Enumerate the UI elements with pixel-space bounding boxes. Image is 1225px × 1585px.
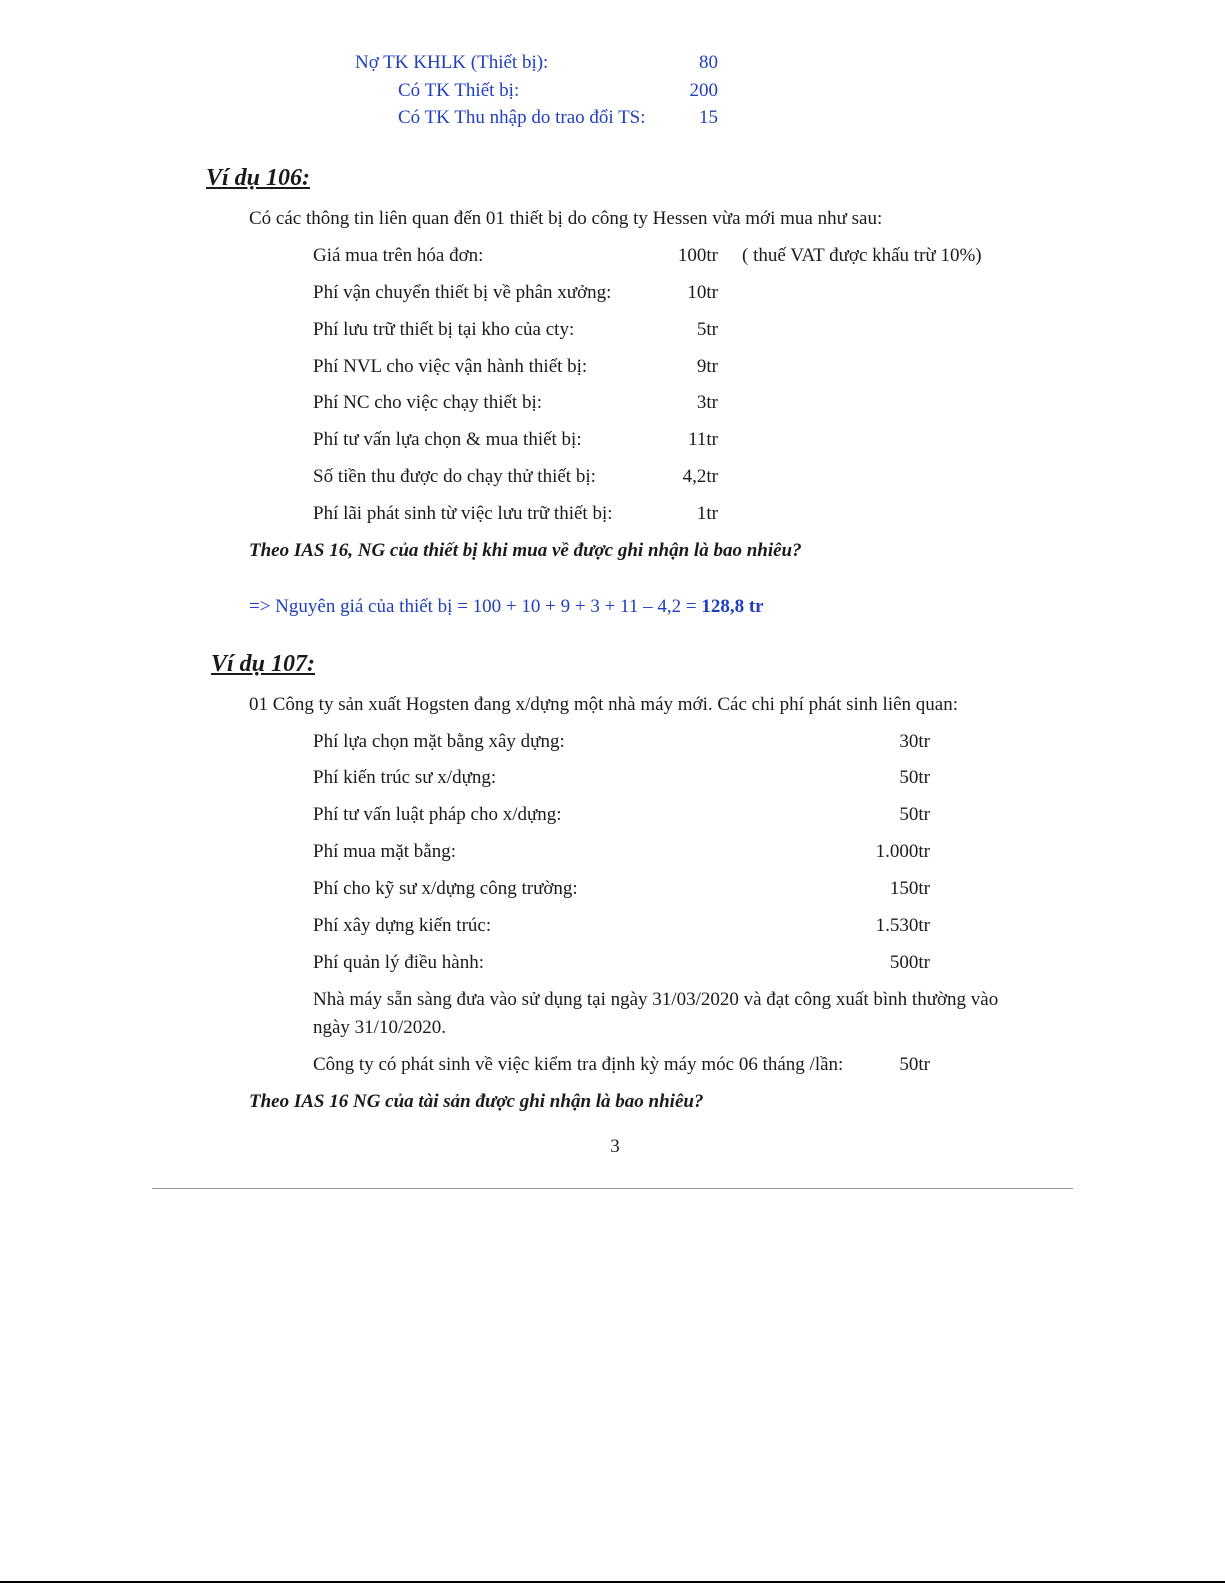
item-value: 50tr xyxy=(899,767,930,788)
answer-result: 128,8 tr xyxy=(701,596,764,617)
item-value: 100tr xyxy=(677,245,718,266)
item-value: 5tr xyxy=(696,319,718,340)
journal-debit-value: 80 xyxy=(699,52,718,73)
page-number: 3 xyxy=(610,1136,620,1157)
example-intro: 01 Công ty sản xuất Hogsten đang x/dựng một nhà máy mới. Các chi phí phát sinh liên quan: xyxy=(249,694,959,715)
answer-formula: => Nguyên giá của thiết bị = 100 + 10 + 9 + 3 + 11 – 4,2 = xyxy=(249,596,702,617)
inspection-value: 50tr xyxy=(899,1054,930,1075)
item-value: 9tr xyxy=(696,356,718,377)
example-note: ngày 31/10/2020. xyxy=(313,1017,446,1038)
item-note: ( thuế VAT được khấu trừ 10%) xyxy=(742,245,982,266)
item-value: 1.000tr xyxy=(875,841,930,862)
item-value: 11tr xyxy=(688,429,718,450)
example-heading: Ví dụ 107: xyxy=(211,651,316,677)
item-value: 30tr xyxy=(899,731,930,752)
item-label: Số tiền thu được do chạy thử thiết bị: xyxy=(313,466,596,487)
item-value: 4,2tr xyxy=(682,466,718,487)
inspection-label: Công ty có phát sinh về việc kiểm tra định kỳ máy móc 06 tháng /lần: xyxy=(313,1054,844,1075)
example-question: Theo IAS 16 NG của tài sản được ghi nhận là bao nhiêu? xyxy=(249,1091,704,1112)
item-value: 1tr xyxy=(696,503,718,524)
item-label: Phí lãi phát sinh từ việc lưu trữ thiết bị: xyxy=(313,503,613,524)
item-value: 3tr xyxy=(696,392,718,413)
item-label: Phí tư vấn luật pháp cho x/dựng: xyxy=(313,804,562,825)
journal-debit-label: Nợ TK KHLK (Thiết bị): xyxy=(355,52,549,73)
item-label: Phí kiến trúc sư x/dựng: xyxy=(313,767,497,788)
item-label: Phí NC cho việc chạy thiết bị: xyxy=(313,392,543,413)
item-label: Phí quản lý điều hành: xyxy=(313,952,484,973)
example-intro: Có các thông tin liên quan đến 01 thiết bị do công ty Hessen vừa mới mua như sau: xyxy=(249,208,883,229)
item-label: Phí vận chuyển thiết bị về phân xưởng: xyxy=(313,282,612,303)
item-value: 50tr xyxy=(899,804,930,825)
example-heading: Ví dụ 106: xyxy=(206,165,311,191)
example-answer xyxy=(249,596,764,618)
item-value: 10tr xyxy=(687,282,718,303)
journal-credit-label: Có TK Thu nhập do trao đổi TS: xyxy=(398,107,646,128)
example-note: Nhà máy sẵn sàng đưa vào sử dụng tại ngày 31/03/2020 và đạt công xuất bình thường vào xyxy=(313,989,999,1010)
journal-credit-value: 200 xyxy=(689,80,718,101)
item-label: Phí lựa chọn mặt bằng xây dựng: xyxy=(313,731,565,752)
item-label: Phí tư vấn lựa chọn & mua thiết bị: xyxy=(313,429,582,450)
item-value: 150tr xyxy=(889,878,930,899)
item-label: Giá mua trên hóa đơn: xyxy=(313,245,484,266)
item-value: 1.530tr xyxy=(875,915,930,936)
item-label: Phí xây dựng kiến trúc: xyxy=(313,915,492,936)
item-label: Phí mua mặt bằng: xyxy=(313,841,457,862)
item-label: Phí NVL cho việc vận hành thiết bị: xyxy=(313,356,588,377)
example-question: Theo IAS 16, NG của thiết bị khi mua về được ghi nhận là bao nhiêu? xyxy=(249,540,802,561)
item-label: Phí lưu trữ thiết bị tại kho của cty: xyxy=(313,319,575,340)
journal-credit-label: Có TK Thiết bị: xyxy=(398,80,520,101)
bottom-border xyxy=(0,1581,1225,1583)
journal-credit-value: 15 xyxy=(699,107,718,128)
page-divider xyxy=(152,1188,1073,1189)
item-value: 500tr xyxy=(889,952,930,973)
item-label: Phí cho kỹ sư x/dựng công trường: xyxy=(313,878,578,899)
